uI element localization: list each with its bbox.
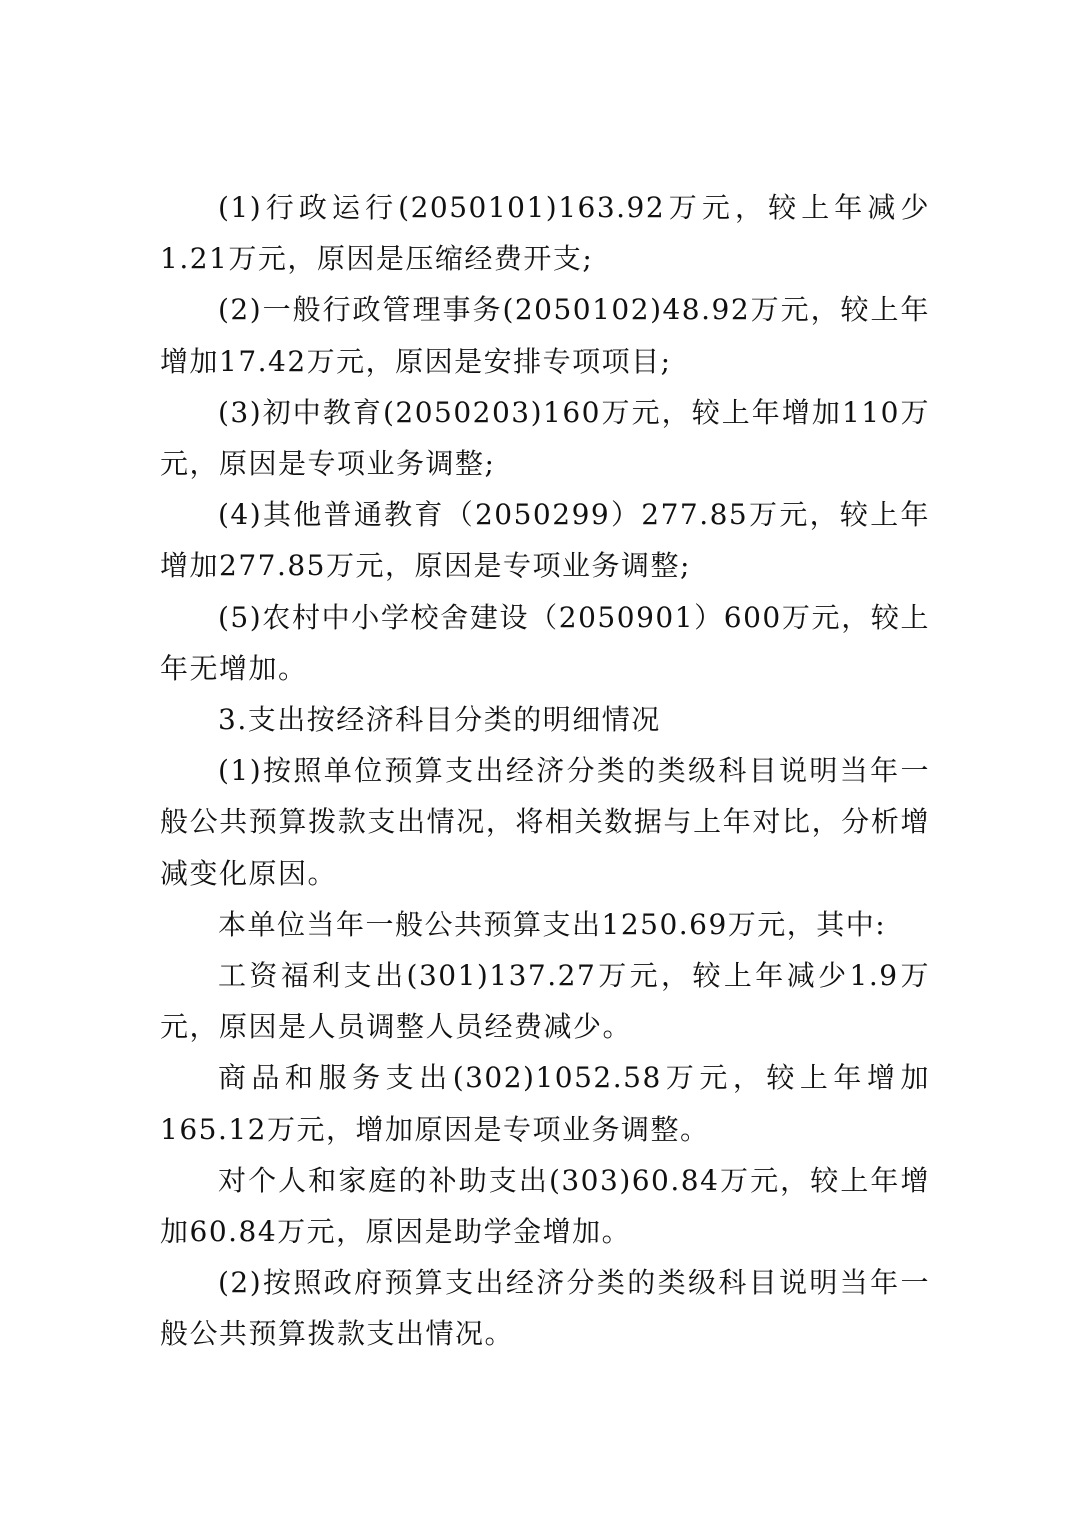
paragraph-government-budget-classification: (2)按照政府预算支出经济分类的类级科目说明当年一般公共预算拨款支出情况。 — [160, 1266, 930, 1351]
paragraph-total-expenditure: 本单位当年一般公共预算支出1250.69万元，其中: — [218, 907, 887, 941]
paragraph-item-5-rural-school-building: (5)农村中小学校舍建设（2050901）600万元，较上年无增加。 — [160, 600, 930, 685]
paragraph-unit-budget-classification: (1)按照单位预算支出经济分类的类级科目说明当年一般公共预算拨款支出情况，将相关数据与上年对比，分析增减变化原因。 — [160, 754, 930, 890]
paragraph-item-2-general-admin: (2)一般行政管理事务(2050102)48.92万元，较上年增加17.42万元，原因是安排专项项目; — [160, 293, 930, 378]
paragraph-item-1-admin-operation: (1)行政运行(2050101)163.92万元，较上年减少1.21万元，原因是压缩经费开支; — [160, 191, 930, 276]
paragraph-goods-services: 商品和服务支出(302)1052.58万元，较上年增加165.12万元，增加原因是专项业务调整。 — [160, 1061, 930, 1146]
paragraph-household-subsidies: 对个人和家庭的补助支出(303)60.84万元，较上年增加60.84万元，原因是助学金增加。 — [160, 1163, 930, 1249]
paragraph-item-3-junior-high: (3)初中教育(2050203)160万元，较上年增加110万元，原因是专项业务调整; — [160, 395, 930, 481]
document-body — [160, 182, 930, 1360]
paragraph-item-4-other-education: (4)其他普通教育（2050299）277.85万元，较上年增加277.85万元，原因是专项业务调整; — [160, 498, 930, 583]
section-heading-economic-classification: 3.支出按经济科目分类的明细情况 — [218, 703, 661, 737]
paragraph-wages-benefits: 工资福利支出(301)137.27万元，较上年减少1.9万元，原因是人员调整人员经费减少。 — [160, 959, 930, 1044]
